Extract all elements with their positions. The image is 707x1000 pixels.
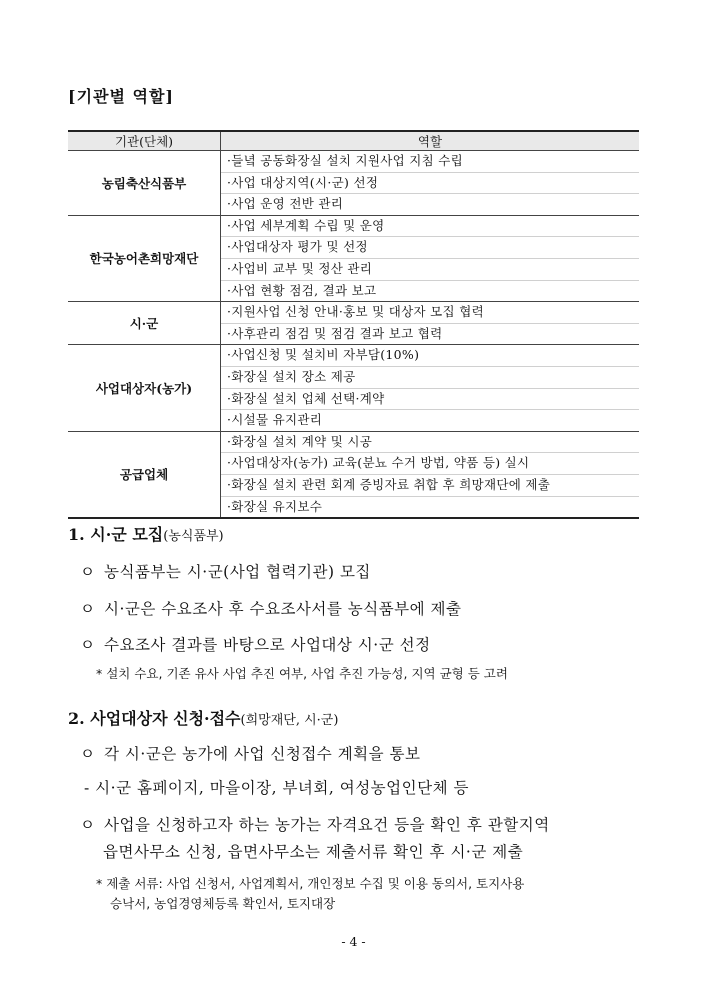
role-cell: ·시설물 유지관리 [221,410,640,432]
item-text: 사업을 신청하고자 하는 농가는 자격요건 등을 확인 후 관할지역 [104,816,550,834]
role-cell: ·사업대상자(농가) 교육(분뇨 수거 방법, 약품 등) 실시 [221,453,640,475]
role-cell: ·화장실 유지보수 [221,496,640,518]
role-cell: ·사업 세부계획 수립 및 운영 [227,217,385,233]
role-cell: ·사업신청 및 설치비 자부담(10%) [227,347,420,363]
page-number: - 4 - [341,934,366,949]
section2-item-continuation: 읍면사무소 신청, 읍면사무소는 제출서류 확인 후 시·군 제출 [103,843,524,861]
role-cell: ·지원사업 신청 안내·홍보 및 대상자 모집 협력 [227,304,484,320]
bullet-mark: ㅇ [80,745,96,763]
table-row [68,302,639,324]
header-org: 기관(단체) [68,131,221,151]
org-cell: 공급업체 [68,431,221,518]
section2-heading [68,706,338,729]
role-cell: ·사업 운영 전반 관리 [221,194,640,216]
item-text: 수요조사 결과를 바탕으로 사업대상 시·군 선정 [104,636,431,654]
item-text: 농식품부는 시·군(사업 협력기관) 모집 [104,563,371,581]
role-cell: ·화장실 설치 계약 및 시공 [227,433,373,449]
org-cell: 시·군 [68,302,221,345]
section1-heading [68,522,224,545]
role-cell: ·사업대상자 평가 및 선정 [221,237,640,259]
bullet-mark: ㅇ [80,816,96,834]
section1-star-note: * 설치 수요, 기존 유사 사업 추진 여부, 사업 추진 가능성, 지역 균형 등 고려 [96,666,508,681]
table-row [68,151,639,173]
section1-item [80,633,431,655]
roles-table [68,130,639,519]
section2-item [80,813,550,835]
role-cell: ·화장실 설치 관련 회계 증빙자료 취합 후 희망재단에 제출 [221,474,640,496]
table-header-row [68,131,639,151]
section2-star-note-continuation: 승낙서, 농업경영체등록 확인서, 토지대장 [110,896,336,911]
role-cell: ·화장실 설치 업체 선택·계약 [221,388,640,410]
org-cell: 한국농어촌희망재단 [68,215,221,301]
role-cell: ·사업 대상지역(시·군) 선정 [221,172,640,194]
org-cell: 사업대상자(농가) [68,345,221,431]
table-row [68,431,639,453]
section1-note: (농식품부) [163,529,224,544]
table-row [68,345,639,367]
header-role: 역할 [221,131,640,151]
section2-item [80,742,421,764]
role-cell: ·사업비 교부 및 정산 관리 [221,258,640,280]
table-row [68,215,639,237]
role-cell: ·사후관리 점검 및 점검 결과 보고 협력 [221,323,640,345]
section1-title: 1. 시·군 모집 [68,525,164,544]
section1-item [80,597,462,619]
section1-item [80,560,371,582]
section2-title: 2. 사업대상자 신청·접수 [68,709,241,728]
section2-note: (희망재단, 시·군) [240,713,339,728]
bullet-mark: ㅇ [80,600,96,618]
org-cell: 농림축산식품부 [68,151,221,216]
item-text: 각 시·군은 농가에 사업 신청접수 계획을 통보 [104,745,421,763]
section-heading: [기관별 역할] [68,87,174,106]
bullet-mark: ㅇ [80,636,96,654]
bullet-mark: ㅇ [80,563,96,581]
section2-star-note: * 제출 서류: 사업 신청서, 사업계획서, 개인정보 수집 및 이용 동의서, 토지사용 [96,876,525,891]
role-cell: ·화장실 설치 장소 제공 [221,366,640,388]
role-cell: ·사업 현황 점검, 결과 보고 [221,280,640,302]
item-text: 시·군은 수요조사 후 수요조사서를 농식품부에 제출 [104,600,462,618]
section2-dash-item: - 시·군 홈페이지, 마을이장, 부녀회, 여성농업인단체 등 [84,779,469,797]
role-cell: ·들녘 공동화장실 설치 지원사업 지침 수립 [227,153,464,168]
